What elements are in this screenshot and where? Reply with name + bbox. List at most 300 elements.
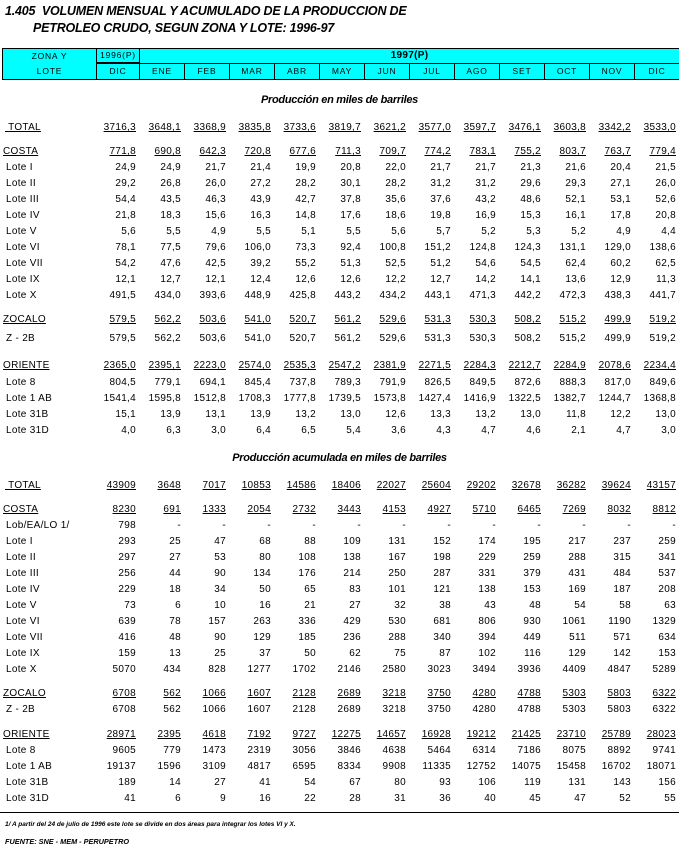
table-cell xyxy=(139,518,184,534)
cell-value: 37,6 xyxy=(430,194,451,205)
cell-value: 2381,9 xyxy=(373,360,406,371)
table-cell xyxy=(139,288,184,304)
cell-value: 250 xyxy=(388,568,406,579)
header-month: MAY xyxy=(320,63,365,80)
cell-value: 48 xyxy=(169,632,181,643)
cell-value: 42,7 xyxy=(295,194,316,205)
table-cell xyxy=(544,502,589,518)
cell-value: 26,0 xyxy=(655,178,676,189)
table-cell xyxy=(499,240,544,256)
cell-value: 143 xyxy=(613,777,631,788)
table-cell xyxy=(319,662,364,678)
cell-value: 25 xyxy=(214,648,226,659)
table-cell xyxy=(229,478,274,494)
cell-value: 174 xyxy=(478,536,496,547)
cell-value: 22 xyxy=(304,793,316,804)
cell-value: 23710 xyxy=(556,729,586,740)
cell-value: 27 xyxy=(169,552,181,563)
header-month: AGO xyxy=(455,63,500,80)
table-cell xyxy=(139,478,184,494)
table-cell xyxy=(139,160,184,176)
table-cell xyxy=(409,534,454,550)
table-cell xyxy=(409,176,454,192)
cell-value: 73,3 xyxy=(295,242,316,253)
cell-value: 2223,0 xyxy=(193,360,226,371)
table-row xyxy=(2,375,679,391)
table-cell xyxy=(499,702,544,718)
table-cell xyxy=(184,727,229,743)
cell-value: 80 xyxy=(394,777,406,788)
cell-value: 508,2 xyxy=(514,333,541,344)
table-cell xyxy=(409,743,454,759)
table-cell xyxy=(364,646,409,662)
table-cell xyxy=(634,391,679,407)
cell-value: 531,3 xyxy=(424,333,451,344)
table-cell xyxy=(139,423,184,439)
table-cell xyxy=(589,192,634,208)
row-label-cell xyxy=(2,312,96,328)
table-cell xyxy=(589,630,634,646)
table-cell xyxy=(544,192,589,208)
table-cell xyxy=(364,534,409,550)
cell-value: 529,6 xyxy=(379,314,406,325)
cell-value: 774,2 xyxy=(424,146,451,157)
table-cell xyxy=(274,144,319,160)
table-cell xyxy=(229,144,274,160)
table-title-line-2: PETROLEO CRUDO, SEGUN ZONA Y LOTE: 1996-97 xyxy=(33,21,335,35)
cell-value: 157 xyxy=(208,616,226,627)
cell-value: 16702 xyxy=(601,761,631,772)
table-row xyxy=(2,331,679,347)
table-cell xyxy=(274,502,319,518)
table-cell xyxy=(139,759,184,775)
table-cell xyxy=(274,566,319,582)
table-cell xyxy=(409,791,454,807)
cell-value: 2,1 xyxy=(571,425,586,436)
table-cell xyxy=(364,662,409,678)
header-year-1997: 1997(P) xyxy=(140,49,679,64)
cell-value: 27,2 xyxy=(250,178,271,189)
cell-value: - xyxy=(537,520,541,531)
cell-value: 5289 xyxy=(652,664,676,675)
table-cell xyxy=(409,502,454,518)
cell-value: 16 xyxy=(259,600,271,611)
cell-value: 77,5 xyxy=(160,242,181,253)
table-cell xyxy=(274,208,319,224)
cell-value: 562,2 xyxy=(154,314,181,325)
table-cell xyxy=(454,759,499,775)
table-cell xyxy=(96,775,139,791)
cell-value: 4,3 xyxy=(436,425,451,436)
row-label-cell xyxy=(2,518,96,534)
table-cell xyxy=(634,775,679,791)
table-cell xyxy=(184,478,229,494)
cell-value: 1066 xyxy=(202,688,226,699)
cell-value: 531,3 xyxy=(424,314,451,325)
table-row xyxy=(2,702,679,718)
table-cell xyxy=(409,423,454,439)
table-cell xyxy=(229,272,274,288)
row-label: Lote II xyxy=(6,552,36,563)
cell-value: 6708 xyxy=(112,704,136,715)
cell-value: 106 xyxy=(478,777,496,788)
table-cell xyxy=(274,702,319,718)
cell-value: 32678 xyxy=(511,480,541,491)
table-cell xyxy=(319,160,364,176)
cell-value: 530 xyxy=(388,616,406,627)
table-cell xyxy=(499,120,544,136)
cell-value: 52,5 xyxy=(385,258,406,269)
table-cell xyxy=(589,791,634,807)
table-cell xyxy=(319,791,364,807)
cell-value: 2271,5 xyxy=(418,360,451,371)
cell-value: 6322 xyxy=(652,688,676,699)
row-label: ORIENTE xyxy=(3,729,50,740)
table-cell xyxy=(364,702,409,718)
table-cell xyxy=(544,144,589,160)
cell-value: 845,4 xyxy=(244,377,271,388)
table-cell xyxy=(274,775,319,791)
table-cell xyxy=(139,550,184,566)
cell-value: 129 xyxy=(568,648,586,659)
cell-value: 783,1 xyxy=(469,146,496,157)
cell-value: 293 xyxy=(118,536,136,547)
table-cell xyxy=(499,775,544,791)
table-cell xyxy=(319,144,364,160)
table-cell xyxy=(184,702,229,718)
table-cell xyxy=(589,646,634,662)
table-cell xyxy=(364,272,409,288)
table-cell xyxy=(634,727,679,743)
table-cell xyxy=(634,312,679,328)
table-cell xyxy=(96,518,139,534)
table-cell xyxy=(139,614,184,630)
cell-value: 529,6 xyxy=(379,333,406,344)
cell-value: 5303 xyxy=(562,688,586,699)
table-cell xyxy=(454,160,499,176)
cell-value: 13,2 xyxy=(295,409,316,420)
cell-value: 131 xyxy=(388,536,406,547)
cell-value: 297 xyxy=(118,552,136,563)
cell-value: 6 xyxy=(175,600,181,611)
cell-value: 50 xyxy=(259,584,271,595)
cell-value: 3936 xyxy=(517,664,541,675)
header-month: ABR xyxy=(275,63,320,80)
cell-value: 3109 xyxy=(202,761,226,772)
cell-value: 22027 xyxy=(376,480,406,491)
table-cell xyxy=(454,176,499,192)
row-label-cell xyxy=(2,120,96,136)
cell-value: 394 xyxy=(478,632,496,643)
table-cell xyxy=(634,224,679,240)
table-cell xyxy=(544,240,589,256)
cell-value: 515,2 xyxy=(559,314,586,325)
table-cell xyxy=(499,502,544,518)
cell-value: 828 xyxy=(208,664,226,675)
cell-value: 19,9 xyxy=(295,162,316,173)
table-cell xyxy=(454,208,499,224)
table-cell xyxy=(634,375,679,391)
table-row xyxy=(2,582,679,598)
cell-value: 3648,1 xyxy=(148,122,181,133)
cell-value: 1190 xyxy=(608,616,631,627)
table-cell xyxy=(274,240,319,256)
table-cell xyxy=(364,312,409,328)
table-cell xyxy=(139,240,184,256)
table-cell xyxy=(139,208,184,224)
table-cell xyxy=(454,566,499,582)
cell-value: 3603,8 xyxy=(553,122,586,133)
row-label-cell xyxy=(2,391,96,407)
table-cell xyxy=(96,176,139,192)
cell-value: 167 xyxy=(388,552,406,563)
cell-value: 6314 xyxy=(472,745,496,756)
cell-value: 6,5 xyxy=(301,425,316,436)
cell-value: 28023 xyxy=(646,729,676,740)
cell-value: 16 xyxy=(259,793,271,804)
table-cell xyxy=(364,256,409,272)
table-cell xyxy=(274,791,319,807)
table-row xyxy=(2,598,679,614)
table-cell xyxy=(499,407,544,423)
cell-value: 431 xyxy=(568,568,586,579)
cell-value: 720,8 xyxy=(244,146,271,157)
table-cell xyxy=(634,582,679,598)
table-cell xyxy=(319,192,364,208)
table-cell xyxy=(499,727,544,743)
table-cell xyxy=(184,375,229,391)
cell-value: 21,7 xyxy=(430,162,451,173)
cell-value: 755,2 xyxy=(514,146,541,157)
cell-value: 159 xyxy=(118,648,136,659)
section-title-cumulative: Producción acumulada en miles de barriles xyxy=(232,452,447,464)
cell-value: 2319 xyxy=(247,745,271,756)
cell-value: 491,5 xyxy=(109,290,136,301)
cell-value: 930 xyxy=(523,616,541,627)
table-cell xyxy=(229,775,274,791)
table-cell xyxy=(274,224,319,240)
cell-value: 537 xyxy=(658,568,676,579)
cell-value: 13,2 xyxy=(475,409,496,420)
table-cell xyxy=(364,375,409,391)
cell-value: 1512,8 xyxy=(193,393,226,404)
table-cell xyxy=(589,375,634,391)
table-cell xyxy=(409,550,454,566)
table-cell xyxy=(96,331,139,347)
cell-value: 19,8 xyxy=(430,210,451,221)
table-cell xyxy=(544,702,589,718)
cell-value: 53,1 xyxy=(610,194,631,205)
table-cell xyxy=(364,791,409,807)
cell-value: 16,9 xyxy=(475,210,496,221)
table-cell xyxy=(454,598,499,614)
cell-value: 134 xyxy=(253,568,271,579)
table-cell xyxy=(499,759,544,775)
cell-value: 690,8 xyxy=(154,146,181,157)
cell-value: 5,6 xyxy=(391,226,406,237)
table-cell xyxy=(409,614,454,630)
cell-value: 2395 xyxy=(157,729,181,740)
table-cell xyxy=(96,598,139,614)
zone-row xyxy=(2,358,679,374)
cell-value: 12,1 xyxy=(205,274,226,285)
table-cell xyxy=(319,272,364,288)
cell-value: 17,6 xyxy=(340,210,361,221)
cell-value: 1573,8 xyxy=(373,393,406,404)
cell-value: 4280 xyxy=(472,688,496,699)
table-cell xyxy=(364,192,409,208)
table-cell xyxy=(589,566,634,582)
table-cell xyxy=(96,192,139,208)
table-cell xyxy=(409,375,454,391)
cell-value: 3218 xyxy=(382,688,406,699)
table-cell xyxy=(634,534,679,550)
cell-value: 121 xyxy=(433,584,451,595)
cell-value: 2284,3 xyxy=(463,360,496,371)
cell-value: 791,9 xyxy=(379,377,406,388)
table-cell xyxy=(184,407,229,423)
table-cell xyxy=(139,646,184,662)
table-cell xyxy=(229,240,274,256)
cell-value: 3835,8 xyxy=(238,122,271,133)
table-cell xyxy=(184,423,229,439)
cell-value: 43,5 xyxy=(160,194,181,205)
table-cell xyxy=(184,224,229,240)
table-cell xyxy=(319,743,364,759)
table-cell xyxy=(184,288,229,304)
cell-value: 508,2 xyxy=(514,314,541,325)
row-label: Lote IX xyxy=(6,274,40,285)
table-cell xyxy=(274,256,319,272)
table-cell xyxy=(319,502,364,518)
table-cell xyxy=(229,518,274,534)
table-cell xyxy=(454,791,499,807)
table-cell xyxy=(274,176,319,192)
cell-value: 54,2 xyxy=(115,258,136,269)
row-label-cell xyxy=(2,160,96,176)
cell-value: 817,0 xyxy=(604,377,631,388)
cell-value: 2535,3 xyxy=(283,360,316,371)
cell-value: 471,3 xyxy=(469,290,496,301)
table-cell xyxy=(499,331,544,347)
cell-value: 499,9 xyxy=(604,333,631,344)
table-cell xyxy=(274,598,319,614)
table-cell xyxy=(184,312,229,328)
cell-value: 416 xyxy=(118,632,136,643)
cell-value: 443,1 xyxy=(424,290,451,301)
cell-value: 13 xyxy=(169,648,181,659)
table-cell xyxy=(96,224,139,240)
cell-value: 43 xyxy=(484,600,496,611)
table-cell xyxy=(409,759,454,775)
table-cell xyxy=(544,662,589,678)
cell-value: 28971 xyxy=(106,729,136,740)
cell-value: 779 xyxy=(163,745,181,756)
cell-value: 677,6 xyxy=(289,146,316,157)
table-cell xyxy=(409,686,454,702)
table-cell xyxy=(589,478,634,494)
row-label-cell xyxy=(2,288,96,304)
table-row xyxy=(2,550,679,566)
cell-value: 1333 xyxy=(202,504,226,515)
cell-value: 3716,3 xyxy=(103,122,136,133)
header-month: OCT xyxy=(545,63,590,80)
cell-value: 1777,8 xyxy=(283,393,316,404)
cell-value: 32 xyxy=(394,600,406,611)
cell-value: 6708 xyxy=(112,688,136,699)
cell-value: 39624 xyxy=(601,480,631,491)
table-cell xyxy=(544,407,589,423)
cell-value: 2284,9 xyxy=(553,360,586,371)
cell-value: 21,7 xyxy=(475,162,496,173)
cell-value: 129,0 xyxy=(604,242,631,253)
table-cell xyxy=(319,358,364,374)
cell-value: 6595 xyxy=(292,761,316,772)
table-cell xyxy=(409,192,454,208)
table-row xyxy=(2,566,679,582)
row-label-cell xyxy=(2,534,96,550)
cell-value: 12,6 xyxy=(340,274,361,285)
row-label: Lote IV xyxy=(6,210,40,221)
table-cell xyxy=(409,598,454,614)
table-cell xyxy=(184,256,229,272)
cell-value: 2689 xyxy=(337,688,361,699)
cell-value: 52 xyxy=(619,793,631,804)
table-cell xyxy=(364,759,409,775)
table-cell xyxy=(274,331,319,347)
table-cell xyxy=(544,375,589,391)
cell-value: 3597,7 xyxy=(463,122,496,133)
row-label-cell xyxy=(2,407,96,423)
cell-value: 4788 xyxy=(517,688,541,699)
table-cell xyxy=(229,550,274,566)
cell-value: 579,5 xyxy=(109,333,136,344)
row-label: Lote I xyxy=(6,536,33,547)
cell-value: 5803 xyxy=(607,688,631,699)
cell-value: 443,2 xyxy=(334,290,361,301)
table-cell xyxy=(364,224,409,240)
table-cell xyxy=(589,240,634,256)
row-label-cell xyxy=(2,646,96,662)
row-label: TOTAL xyxy=(8,122,41,133)
cell-value: 541,0 xyxy=(244,314,271,325)
row-label: Lote X xyxy=(6,664,37,675)
row-label-cell xyxy=(2,240,96,256)
table-cell xyxy=(274,391,319,407)
table-cell xyxy=(544,288,589,304)
table-cell xyxy=(139,375,184,391)
cell-value: 68 xyxy=(259,536,271,547)
cell-value: 62,5 xyxy=(655,258,676,269)
table-cell xyxy=(634,407,679,423)
cell-value: 5710 xyxy=(472,504,496,515)
cell-value: 189 xyxy=(118,777,136,788)
table-cell xyxy=(319,224,364,240)
header-month: DIC xyxy=(97,63,140,80)
table-cell xyxy=(184,759,229,775)
table-cell xyxy=(589,331,634,347)
cell-value: 42,5 xyxy=(205,258,226,269)
table-cell xyxy=(499,662,544,678)
row-label: ORIENTE xyxy=(3,360,50,371)
row-label-cell xyxy=(2,582,96,598)
table-cell xyxy=(274,686,319,702)
cell-value: 711,3 xyxy=(335,146,361,157)
table-cell xyxy=(499,478,544,494)
cell-value: 3621,2 xyxy=(373,122,406,133)
cell-value: 263 xyxy=(253,616,271,627)
cell-value: 129 xyxy=(253,632,271,643)
